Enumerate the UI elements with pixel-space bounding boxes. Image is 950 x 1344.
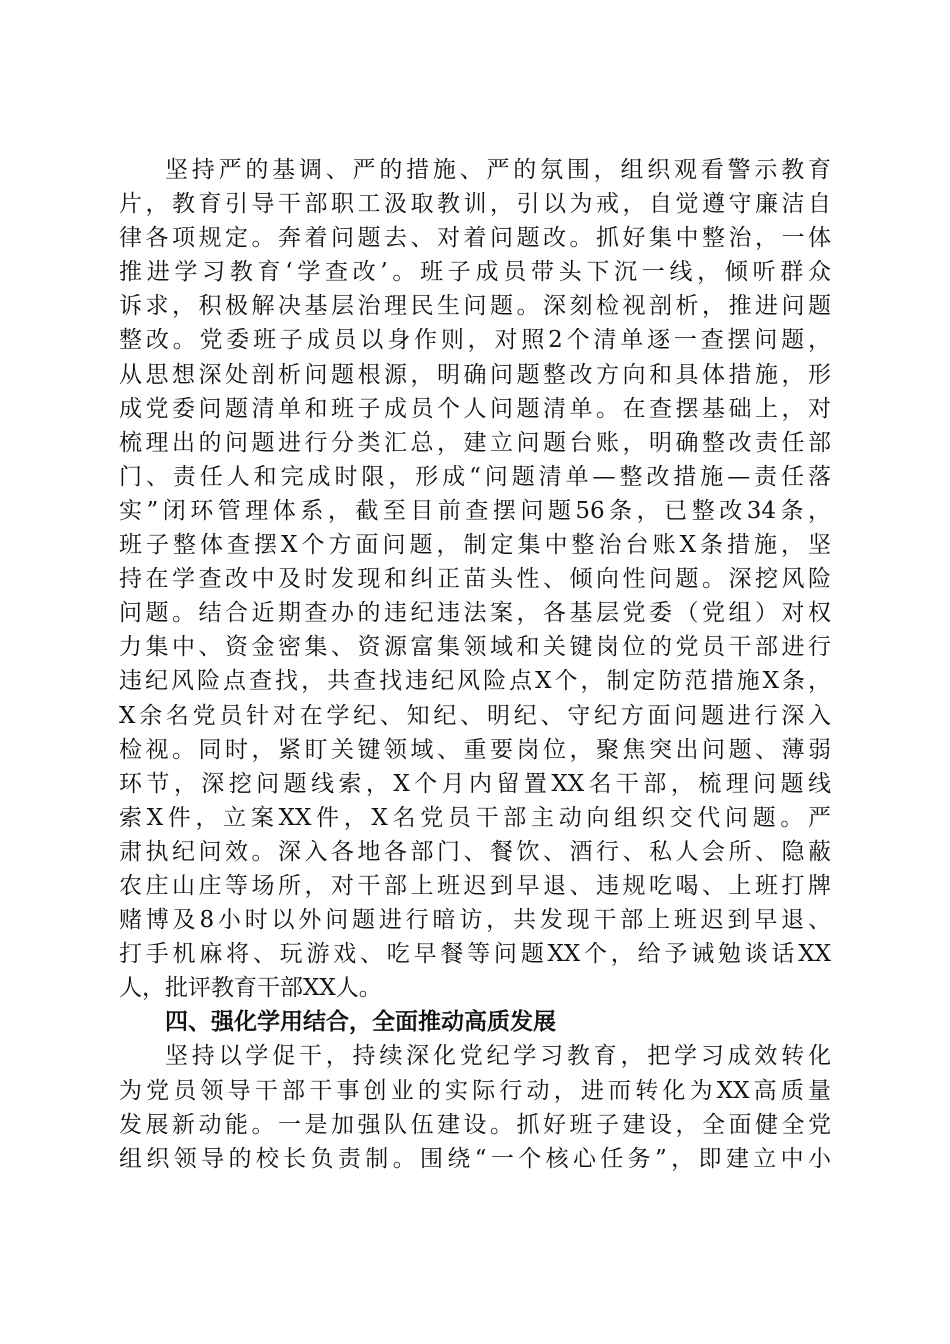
paragraph-1-line: 律各项规定。奔着问题去、对着问题改。抓好集中整治，一体 [119, 225, 831, 252]
paragraph-1-line: 坚持严的基调、严的措施、严的氛围，组织观看警示教育 [165, 157, 831, 183]
paragraph-1-line: 农庄山庄等场所，对干部上班迟到早退、违规吃喝、上班打牌 [119, 872, 831, 899]
paragraph-1-line: 持在学查改中及时发现和纠正苗头性、倾向性问题。深挖风险 [119, 566, 831, 593]
paragraph-2-line: 坚持以学促干，持续深化党纪学习教育，把学习成效转化 [165, 1043, 831, 1070]
paragraph-1-line: 片，教育引导干部职工汲取教训，引以为戒，自觉遵守廉洁自 [119, 191, 831, 218]
paragraph-1-line: 整改。党委班子成员以身作则，对照2个清单逐一查摆问题， [119, 327, 831, 354]
paragraph-1-line: 诉求，积极解决基层治理民生问题。深刻检视剖析，推进问题 [119, 293, 831, 320]
paragraph-1-line: 环节，深挖问题线索，X个月内留置XX名干部，梳理问题线 [119, 770, 831, 797]
paragraph-1-line: 成党委问题清单和班子成员个人问题清单。在查摆基础上，对 [119, 395, 831, 422]
paragraph-1-line: 肃执纪问效。深入各地各部门、餐饮、酒行、私人会所、隐蔽 [119, 838, 831, 865]
paragraph-1-line: 违纪风险点查找，共查找违纪风险点X个，制定防范措施X条， [119, 668, 831, 695]
paragraph-1-line: 人，批评教育干部XX人。 [119, 975, 382, 1002]
paragraph-2-line: 组织领导的校长负责制。围绕“一个核心任务”，即建立中小 [119, 1145, 831, 1172]
paragraph-1-line: 问题。结合近期查办的违纪违法案，各基层党委（党组）对权 [119, 600, 831, 627]
paragraph-2-line: 发展新动能。一是加强队伍建设。抓好班子建设，全面健全党 [119, 1111, 831, 1138]
section-heading-4: 四、强化学用结合，全面推动高质发展 [165, 1009, 556, 1036]
paragraph-1-line: 梳理出的问题进行分类汇总，建立问题台账，明确整改责任部 [119, 429, 831, 456]
paragraph-1-line: 打手机麻将、玩游戏、吃早餐等问题XX个，给予诫勉谈话XX [119, 941, 831, 968]
paragraph-1-line: 实”闭环管理体系，截至目前查摆问题56条，已整改34条， [119, 497, 831, 524]
body-text [119, 153, 831, 1176]
paragraph-1-line: 门、责任人和完成时限，形成“问题清单—整改措施—责任落 [119, 463, 831, 490]
paragraph-1-line: 赌博及8小时以外问题进行暗访，共发现干部上班迟到早退、 [119, 907, 831, 934]
paragraph-1-line: 班子整体查摆X个方面问题，制定集中整治台账X条措施，坚 [119, 532, 831, 559]
paragraph-1-line: 推进学习教育‘学查改’。班子成员带头下沉一线，倾听群众 [119, 259, 831, 286]
paragraph-1-line: X余名党员针对在学纪、知纪、明纪、守纪方面问题进行深入 [119, 702, 831, 729]
paragraph-1-line: 力集中、资金密集、资源富集领域和关键岗位的党员干部进行 [119, 634, 831, 661]
paragraph-2-line: 为党员领导干部干事创业的实际行动，进而转化为XX高质量 [119, 1077, 831, 1104]
paragraph-1-line: 从思想深处剖析问题根源，明确问题整改方向和具体措施，形 [119, 361, 831, 388]
paragraph-1-line: 索X件，立案XX件，X名党员干部主动向组织交代问题。严 [119, 804, 831, 831]
paragraph-1-line: 检视。同时，紧盯关键领域、重要岗位，聚焦突出问题、薄弱 [119, 736, 831, 763]
